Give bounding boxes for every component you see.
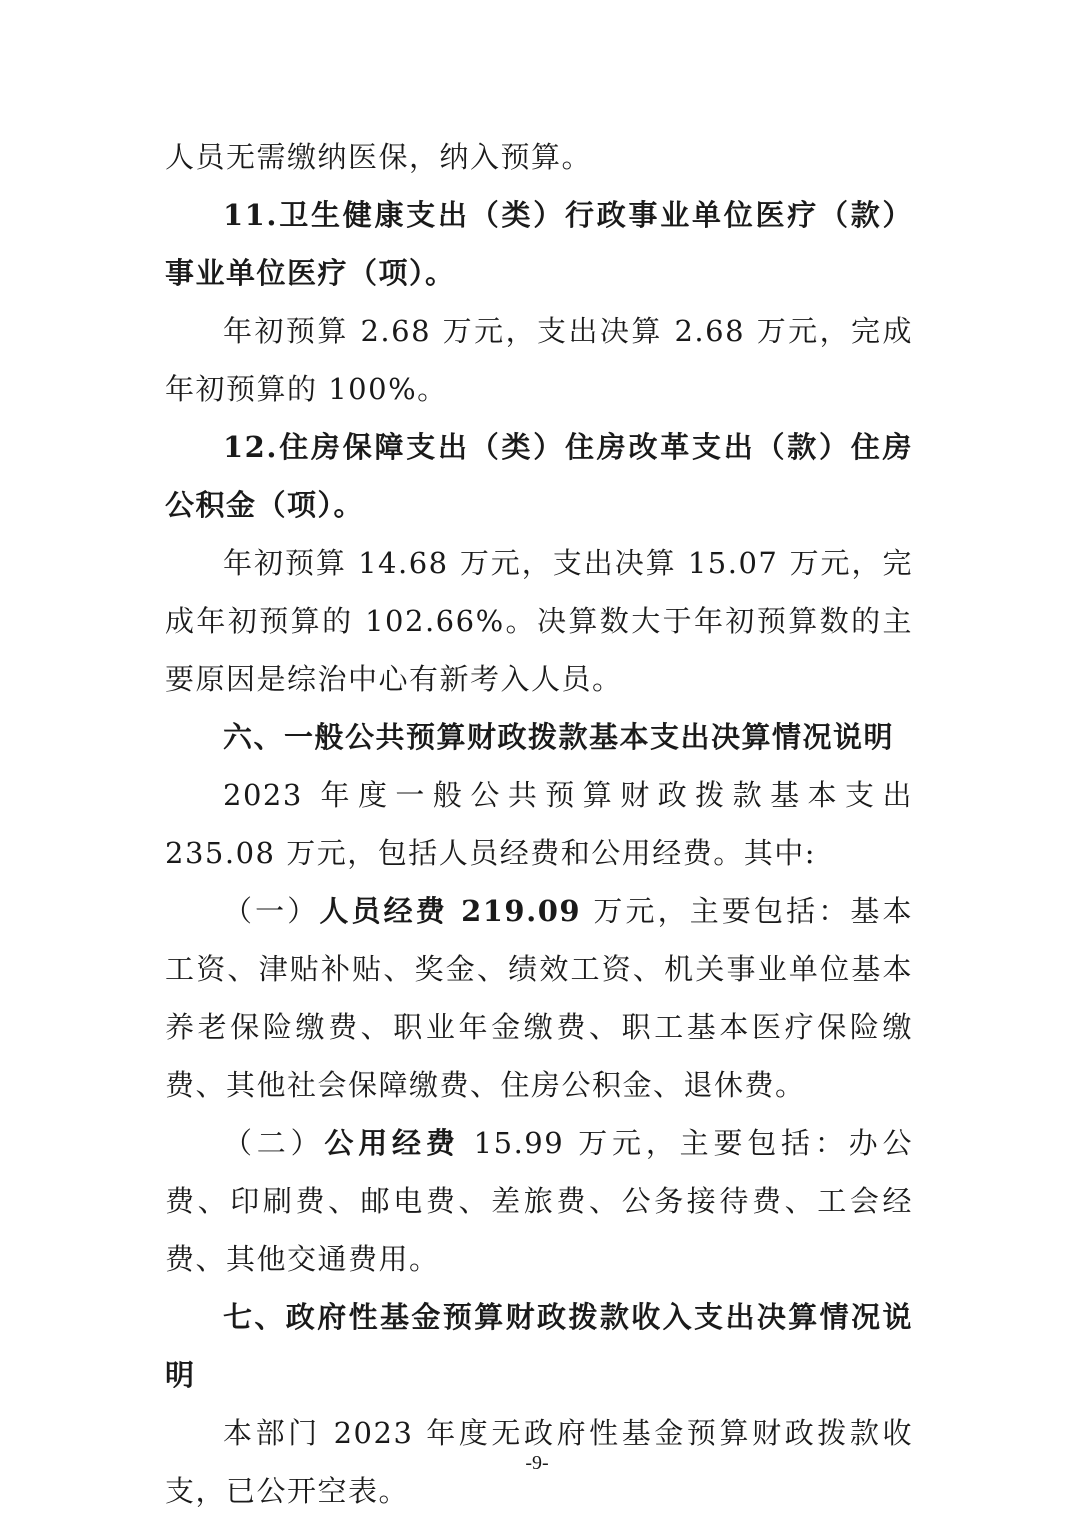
personnel-expenses-detail: 万元，主要包括：基本工资、津贴补贴、奖金、绩效工资、机关事业单位基本养老保险缴费、职业年金缴费、职工基本医疗保险缴费、其他社会保障缴费、住房公积金、退休费。	[165, 894, 913, 1102]
section-heading-7: 七、政府性基金预算财政拨款收入支出决算情况说明	[165, 1300, 913, 1392]
public-expenses-detail: 15.99 万元，主要包括：办公费、印刷费、邮电费、差旅费、公务接待费、工会经费、其他交通费用。	[165, 1126, 913, 1276]
paragraph-personnel-expenses	[165, 882, 913, 1114]
public-prefix: （二）	[223, 1126, 325, 1160]
paragraph-item-11-budget: 年初预算 2.68 万元，支出决算 2.68 万元，完成年初预算的 100%。	[165, 314, 913, 406]
paragraph-item-12-budget: 年初预算 14.68 万元，支出决算 15.07 万元，完成年初预算的 102.66%。决算数大于年初预算数的主要原因是综治中心有新考入人员。	[165, 546, 913, 696]
paragraph-public-expenses	[165, 1114, 913, 1288]
personnel-expenses-label: 人员经费 219.09	[319, 894, 582, 928]
public-expenses-label: 公用经费	[324, 1126, 460, 1160]
heading-item-11: 11.卫生健康支出（类）行政事业单位医疗（款）事业单位医疗（项）。	[165, 198, 913, 290]
page-number: -9-	[525, 1452, 549, 1474]
section-heading-6: 六、一般公共预算财政拨款基本支出决算情况说明	[223, 720, 895, 754]
personnel-prefix: （一）	[223, 894, 320, 928]
paragraph-basic-expenditure: 2023 年度一般公共预算财政拨款基本支出 235.08 万元，包括人员经费和公用经费。其中:	[165, 778, 913, 870]
paragraph-medical-insurance-note: 人员无需缴纳医保，纳入预算。	[165, 140, 593, 174]
paragraph-government-fund: 本部门 2023 年度无政府性基金预算财政拨款收支，已公开空表。	[165, 1416, 913, 1508]
document-page	[165, 128, 913, 1520]
heading-item-12: 12.住房保障支出（类）住房改革支出（款）住房公积金（项）。	[165, 430, 913, 522]
